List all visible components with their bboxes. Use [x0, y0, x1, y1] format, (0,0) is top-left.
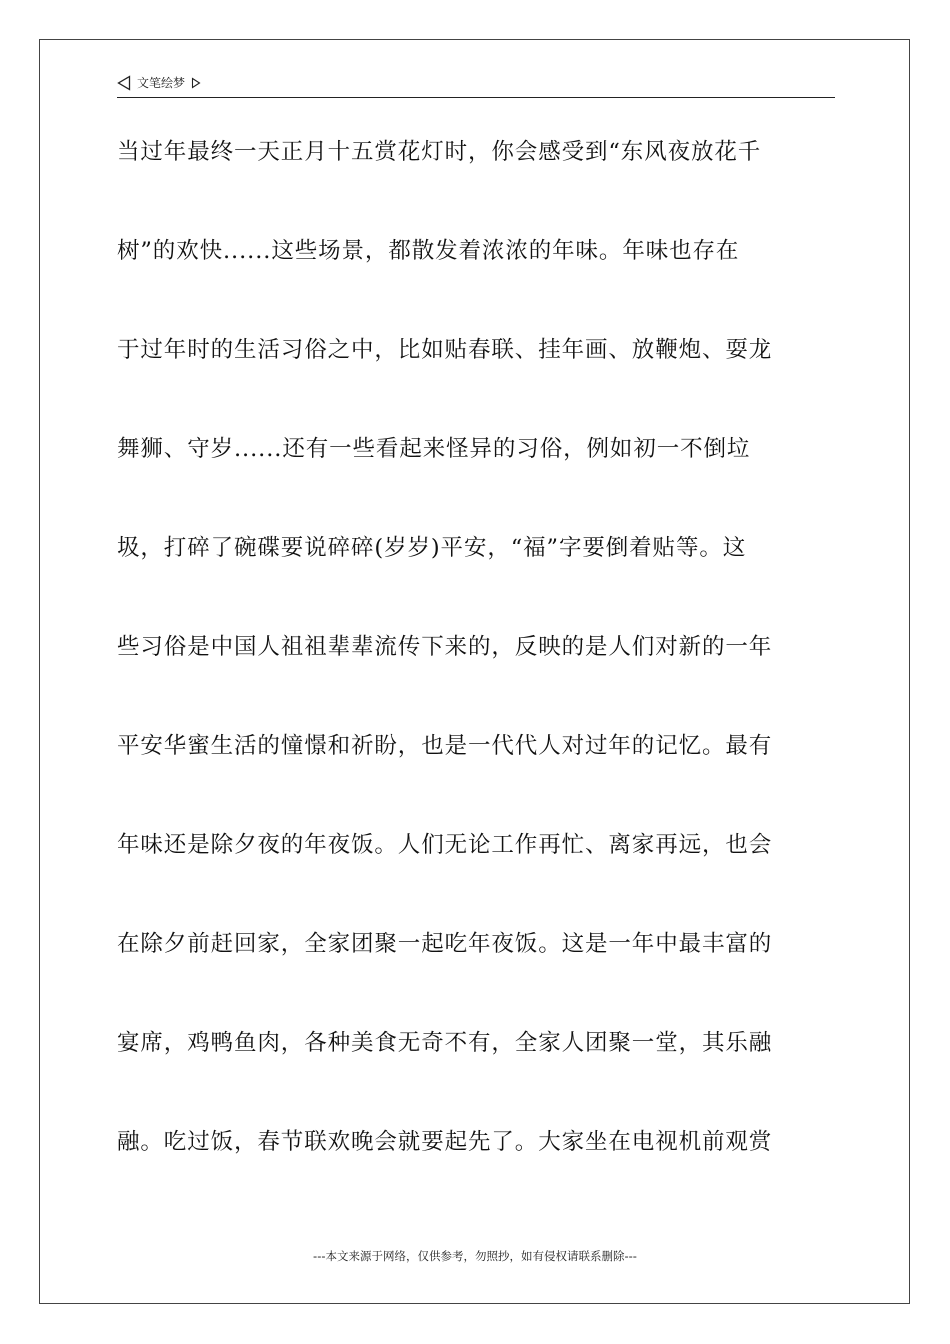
text-line: 舞狮、守岁......还有一些看起来怪异的习俗，例如初一不倒垃 [117, 436, 751, 462]
triangle-left-icon [117, 75, 131, 91]
page-header [117, 72, 835, 98]
text-line: 于过年时的生活习俗之中，比如贴春联、挂年画、放鞭炮、耍龙 [117, 337, 773, 363]
brand-row [117, 74, 201, 91]
text-line: 年味还是除夕夜的年夜饭。人们无论工作再忙、离家再远，也会 [117, 832, 773, 858]
text-line: 树”的欢快......这些场景，都散发着浓浓的年味。年味也存在 [117, 238, 740, 264]
text-line: 些习俗是中国人祖祖辈辈流传下来的，反映的是人们对新的一年 [117, 634, 773, 660]
footer-disclaimer: ---本文来源于网络，仅供参考，勿照抄，如有侵权请联系删除--- [313, 1249, 637, 1263]
text-line: 在除夕前赶回家，全家团聚一起吃年夜饭。这是一年中最丰富的 [117, 931, 773, 957]
text-line: 圾，打碎了碗碟要说碎碎(岁岁)平安，“福”字要倒着贴等。这 [117, 535, 747, 561]
triangle-right-icon [191, 77, 201, 89]
text-line: 宴席，鸡鸭鱼肉，各种美食无奇不有，全家人团聚一堂，其乐融 [117, 1030, 773, 1056]
text-line: 平安华蜜生活的憧憬和祈盼，也是一代代人对过年的记忆。最有 [117, 733, 773, 759]
body-text [117, 128, 835, 1217]
text-line: 当过年最终一天正月十五赏花灯时，你会感受到“东风夜放花千 [117, 139, 762, 165]
brand-name: 文笔绘梦 [137, 76, 186, 90]
text-line: 融。吃过饭，春节联欢晚会就要起先了。大家坐在电视机前观赏 [117, 1129, 773, 1155]
